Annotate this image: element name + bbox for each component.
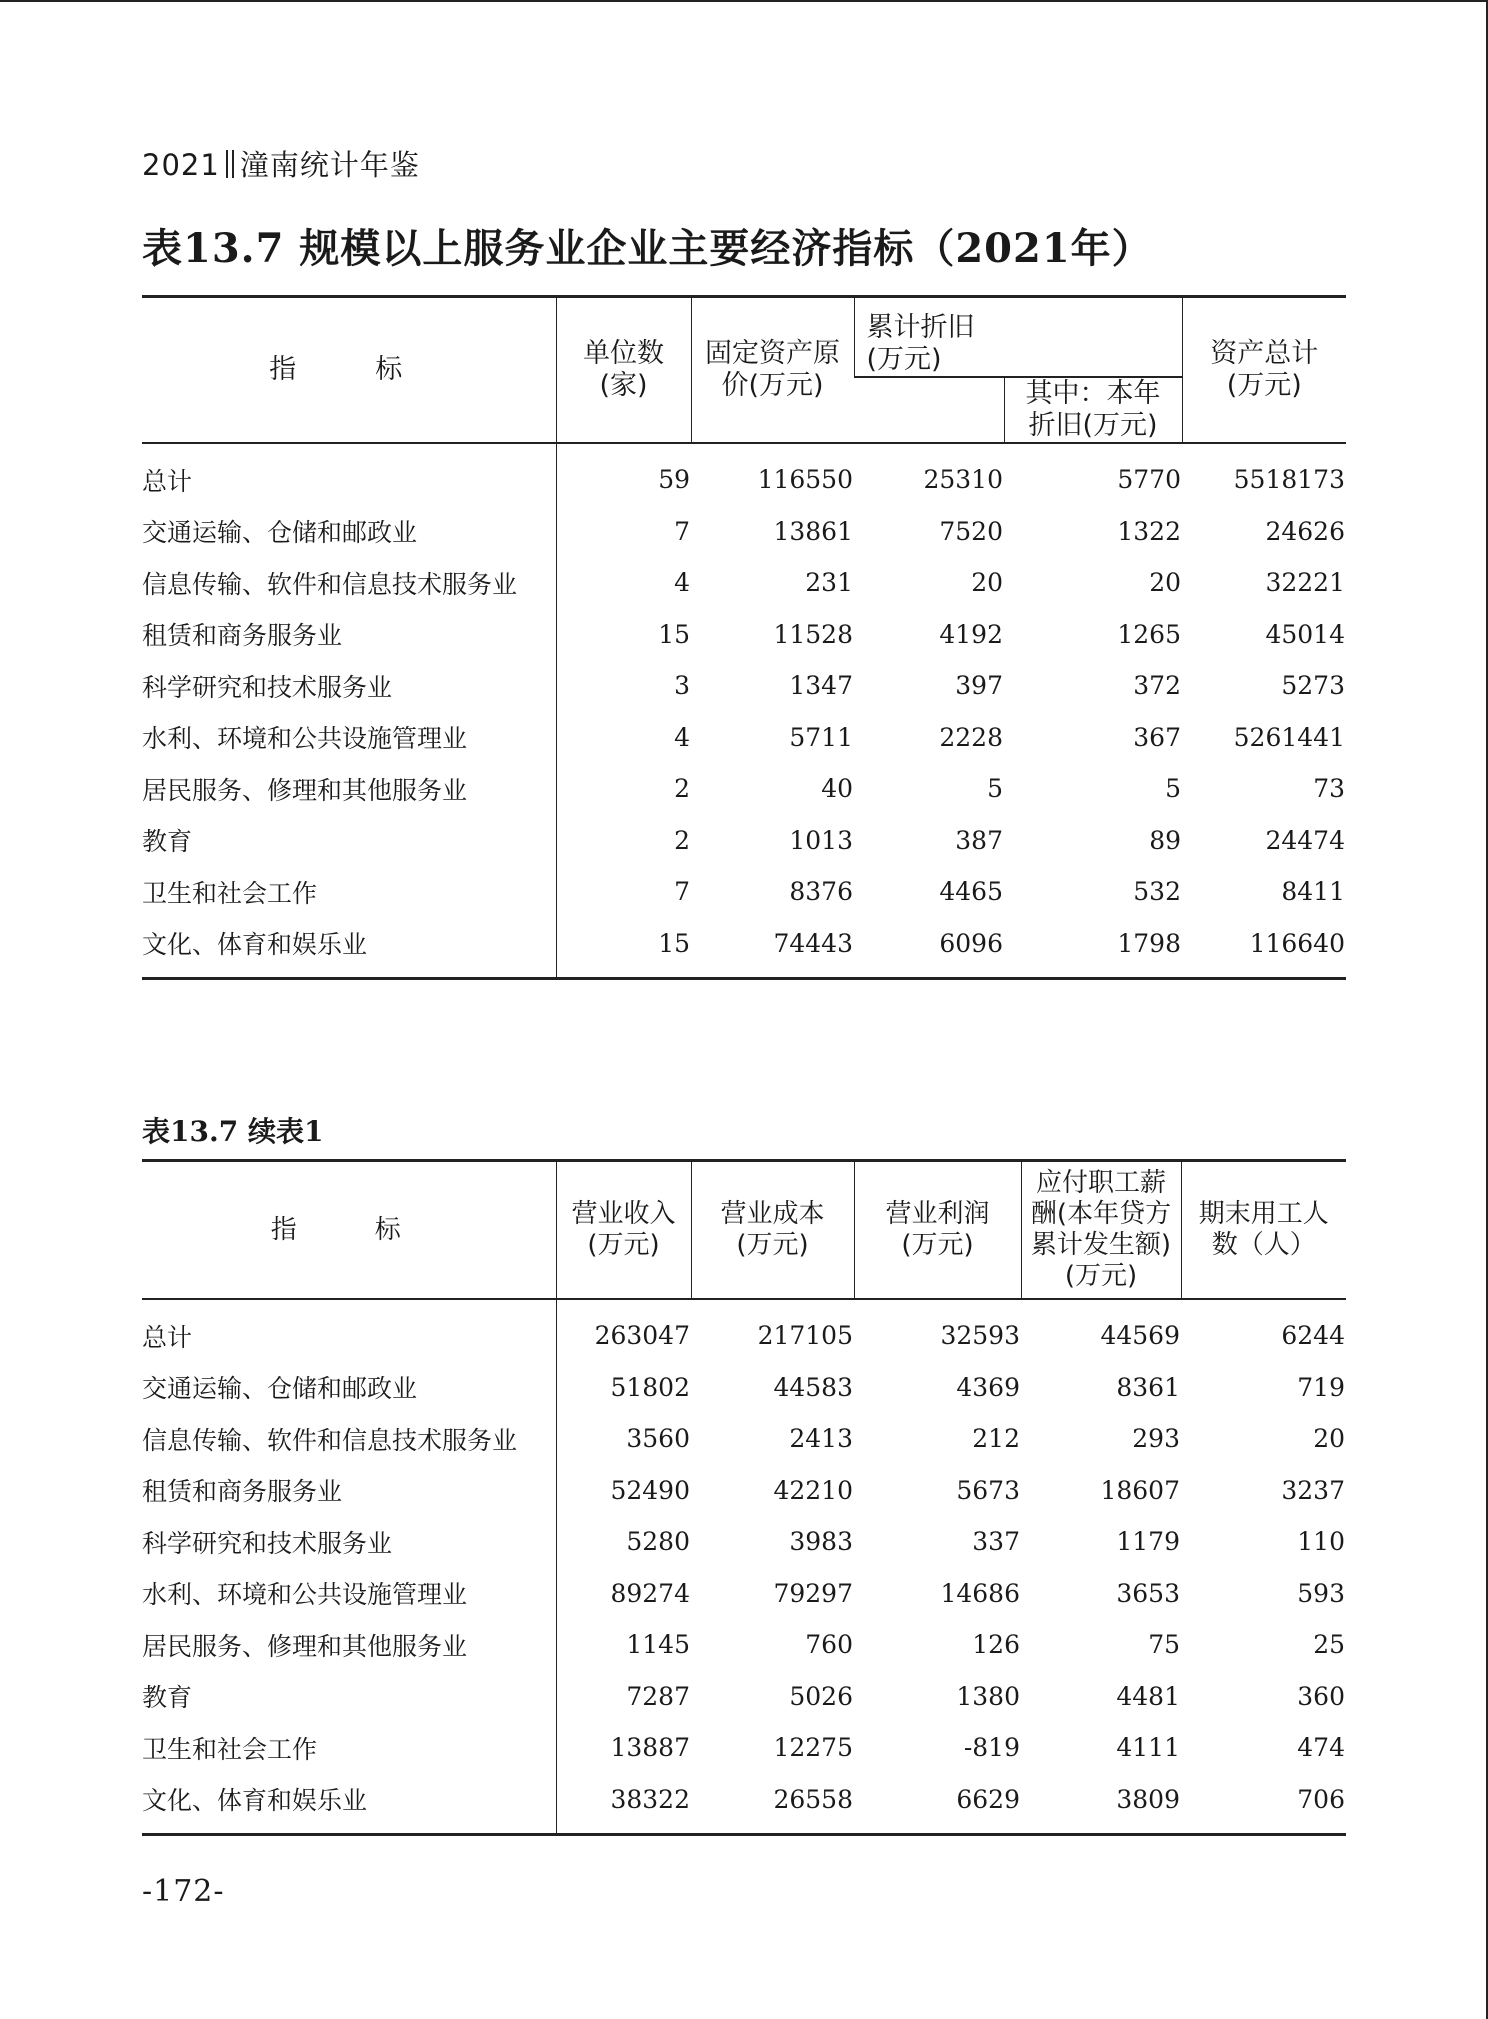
header-depreciation-current: 其中：本年 折旧(万元) [1004,377,1182,443]
table-cell: 5711 [789,722,853,752]
header-indicator: 指 标 [142,1161,556,1300]
row-label: 水利、环境和公共设施管理业 [142,724,468,754]
table-cell: 24626 [1265,516,1345,546]
table-cell: 1265 [1117,619,1181,649]
running-head-year: 2021 [142,148,220,182]
table1-body [142,443,1346,979]
table-row [142,763,1346,815]
table-cell: 4481 [1116,1681,1180,1711]
table-row [142,918,1346,979]
table-cell: 12275 [773,1733,853,1763]
row-label: 交通运输、仓储和邮政业 [142,518,418,548]
table1 [142,295,1346,980]
table-cell: 75 [1148,1630,1180,1660]
row-label: 信息传输、软件和信息技术服务业 [142,569,518,599]
table-cell: 11528 [773,619,853,649]
table-cell: 593 [1297,1578,1345,1608]
table-cell: 89274 [556,1568,691,1620]
header-cost: 营业成本 (万元) [691,1161,854,1300]
table-row [142,1362,1346,1414]
table-cell: 38322 [556,1774,691,1835]
table-cell: 73 [1313,774,1345,804]
table-row [142,443,1346,506]
table-cell: 212 [972,1424,1020,1454]
header-total-assets: 资产总计 (万元) [1182,297,1346,444]
table-cell: 3653 [1116,1578,1180,1608]
table-row [142,712,1346,764]
table-cell: 25310 [923,465,1003,495]
header-employees: 期末用工人 数（人） [1181,1161,1346,1300]
table-cell: 7 [556,506,691,558]
table-row [142,1516,1346,1568]
table-row [142,1619,1346,1671]
table-cell: 532 [1133,877,1181,907]
row-label: 租赁和商务服务业 [142,1477,343,1507]
table-cell: 3 [556,660,691,712]
table-cell: 5770 [1117,465,1181,495]
row-label: 居民服务、修理和其他服务业 [142,775,468,805]
table-row [142,815,1346,867]
table-cell: 1145 [556,1619,691,1671]
row-label: 水利、环境和公共设施管理业 [142,1580,468,1610]
table-row [142,866,1346,918]
table-cell: 372 [1133,671,1181,701]
row-label: 文化、体育和娱乐业 [142,1774,556,1835]
table-cell: 293 [1132,1424,1180,1454]
running-head-separator [226,150,234,178]
table-row [142,660,1346,712]
table-cell: 4111 [1116,1733,1180,1763]
table-row [142,1413,1346,1465]
table-cell: 15 [556,918,691,979]
table-cell: 4 [556,712,691,764]
table-cell: 4 [556,557,691,609]
table-cell: 110 [1297,1527,1345,1557]
table-cell: 2413 [789,1424,853,1454]
table1-title: 表13.7 规模以上服务业企业主要经济指标（2021年） [142,225,1153,272]
table-cell: 7 [556,866,691,918]
header-fixed-assets: 固定资产原 价(万元) [691,297,854,444]
table-cell: 4192 [939,619,1003,649]
table-cell: 4369 [956,1372,1020,1402]
table-cell: 42210 [773,1475,853,1505]
header-unit-count: 单位数 (家) [556,297,691,444]
table-cell: 8376 [789,877,853,907]
table-cell: 44569 [1100,1321,1180,1351]
table-cell: 397 [955,671,1003,701]
table-cell: 13861 [773,516,853,546]
table-cell: 116640 [1182,918,1346,979]
table-row [142,609,1346,661]
table-cell: 474 [1297,1733,1345,1763]
table-cell: 706 [1181,1774,1346,1835]
table-cell: 44583 [773,1372,853,1402]
table-cell: 26558 [691,1774,854,1835]
table-cell: 263047 [556,1299,691,1362]
table-cell: 8411 [1281,877,1345,907]
table-row [142,1568,1346,1620]
table-cell: -819 [963,1733,1020,1763]
running-head-title: 潼南统计年鉴 [239,148,420,182]
table-cell: 5026 [789,1681,853,1711]
table-cell: 3983 [789,1527,853,1557]
header-revenue: 营业收入 (万元) [556,1161,691,1300]
table-cell: 217105 [757,1321,853,1351]
table-cell: 5673 [956,1475,1020,1505]
table-cell: 3560 [556,1413,691,1465]
table-cell: 24474 [1265,825,1345,855]
table-cell: 2 [556,815,691,867]
table-cell: 18607 [1100,1475,1180,1505]
page-number: -172- [142,1874,225,1909]
row-label: 科学研究和技术服务业 [142,1528,393,1558]
table-cell: 1322 [1117,516,1181,546]
row-label: 租赁和商务服务业 [142,621,343,651]
table-cell: 719 [1297,1372,1345,1402]
table-cell: 360 [1297,1681,1345,1711]
table-cell: 5 [1165,774,1181,804]
table-cell: 760 [805,1630,853,1660]
row-label: 交通运输、仓储和邮政业 [142,1374,418,1404]
table-cell: 5273 [1281,671,1345,701]
row-label: 总计 [142,466,193,496]
page-top-border [0,0,1488,2]
table-cell: 126 [972,1630,1020,1660]
table-cell: 2 [556,763,691,815]
table-cell: 89 [1149,825,1181,855]
running-head [142,143,420,184]
row-label: 信息传输、软件和信息技术服务业 [142,1425,518,1455]
table-cell: 1380 [956,1681,1020,1711]
table-cell: 32593 [940,1321,1020,1351]
table2-title: 表13.7 续表1 [142,1115,324,1148]
row-label: 教育 [142,1683,193,1713]
table-cell: 15 [556,609,691,661]
table-cell: 74443 [691,918,854,979]
table-cell: 6096 [854,918,1004,979]
table-cell: 7520 [939,516,1003,546]
table-cell: 1013 [789,825,853,855]
table-row [142,557,1346,609]
table-cell: 40 [821,774,853,804]
table2 [142,1159,1346,1836]
table-cell: 13887 [556,1722,691,1774]
table-cell: 1798 [1004,918,1182,979]
table-cell: 25 [1313,1630,1345,1660]
row-label: 卫生和社会工作 [142,1734,318,1764]
row-label: 科学研究和技术服务业 [142,672,393,702]
table-cell: 8361 [1116,1372,1180,1402]
header-indicator: 指 标 [142,297,556,444]
header-depreciation: 累计折旧 (万元) [854,297,1182,378]
table-cell: 3237 [1281,1475,1345,1505]
table-cell: 5261441 [1233,722,1345,752]
table-row [142,506,1346,558]
table-cell: 387 [955,825,1003,855]
table-row [142,1465,1346,1517]
table-cell: 5518173 [1233,465,1345,495]
table-cell: 7287 [556,1671,691,1723]
table-cell: 2228 [939,722,1003,752]
table-cell: 14686 [940,1578,1020,1608]
table-cell: 1347 [789,671,853,701]
table-cell: 231 [805,568,853,598]
table-cell: 5 [987,774,1003,804]
table-cell: 5280 [556,1516,691,1568]
table-row [142,1671,1346,1723]
table-cell: 20 [1313,1424,1345,1454]
table-cell: 3809 [1021,1774,1181,1835]
table-cell: 51802 [556,1362,691,1414]
table-cell: 4465 [939,877,1003,907]
table-cell: 59 [556,443,691,506]
table-cell: 6244 [1281,1321,1345,1351]
row-label: 卫生和社会工作 [142,878,318,908]
header-payroll: 应付职工薪 酬(本年贷方 累计发生额) (万元) [1021,1161,1181,1300]
table-cell: 20 [1149,568,1181,598]
row-label: 文化、体育和娱乐业 [142,918,556,979]
table-cell: 79297 [773,1578,853,1608]
table-cell: 6629 [854,1774,1021,1835]
table-cell: 116550 [757,465,853,495]
table-row [142,1722,1346,1774]
table-cell: 20 [971,568,1003,598]
row-label: 居民服务、修理和其他服务业 [142,1631,468,1661]
row-label: 总计 [142,1322,193,1352]
table-cell: 337 [972,1527,1020,1557]
table-cell: 1179 [1116,1527,1180,1557]
table-cell: 32221 [1265,568,1345,598]
table-cell: 45014 [1265,619,1345,649]
table-row [142,1774,1346,1835]
table2-body [142,1299,1346,1835]
table-cell: 52490 [556,1465,691,1517]
row-label: 教育 [142,827,193,857]
header-profit: 营业利润 (万元) [854,1161,1021,1300]
table-cell: 367 [1133,722,1181,752]
table-row [142,1299,1346,1362]
